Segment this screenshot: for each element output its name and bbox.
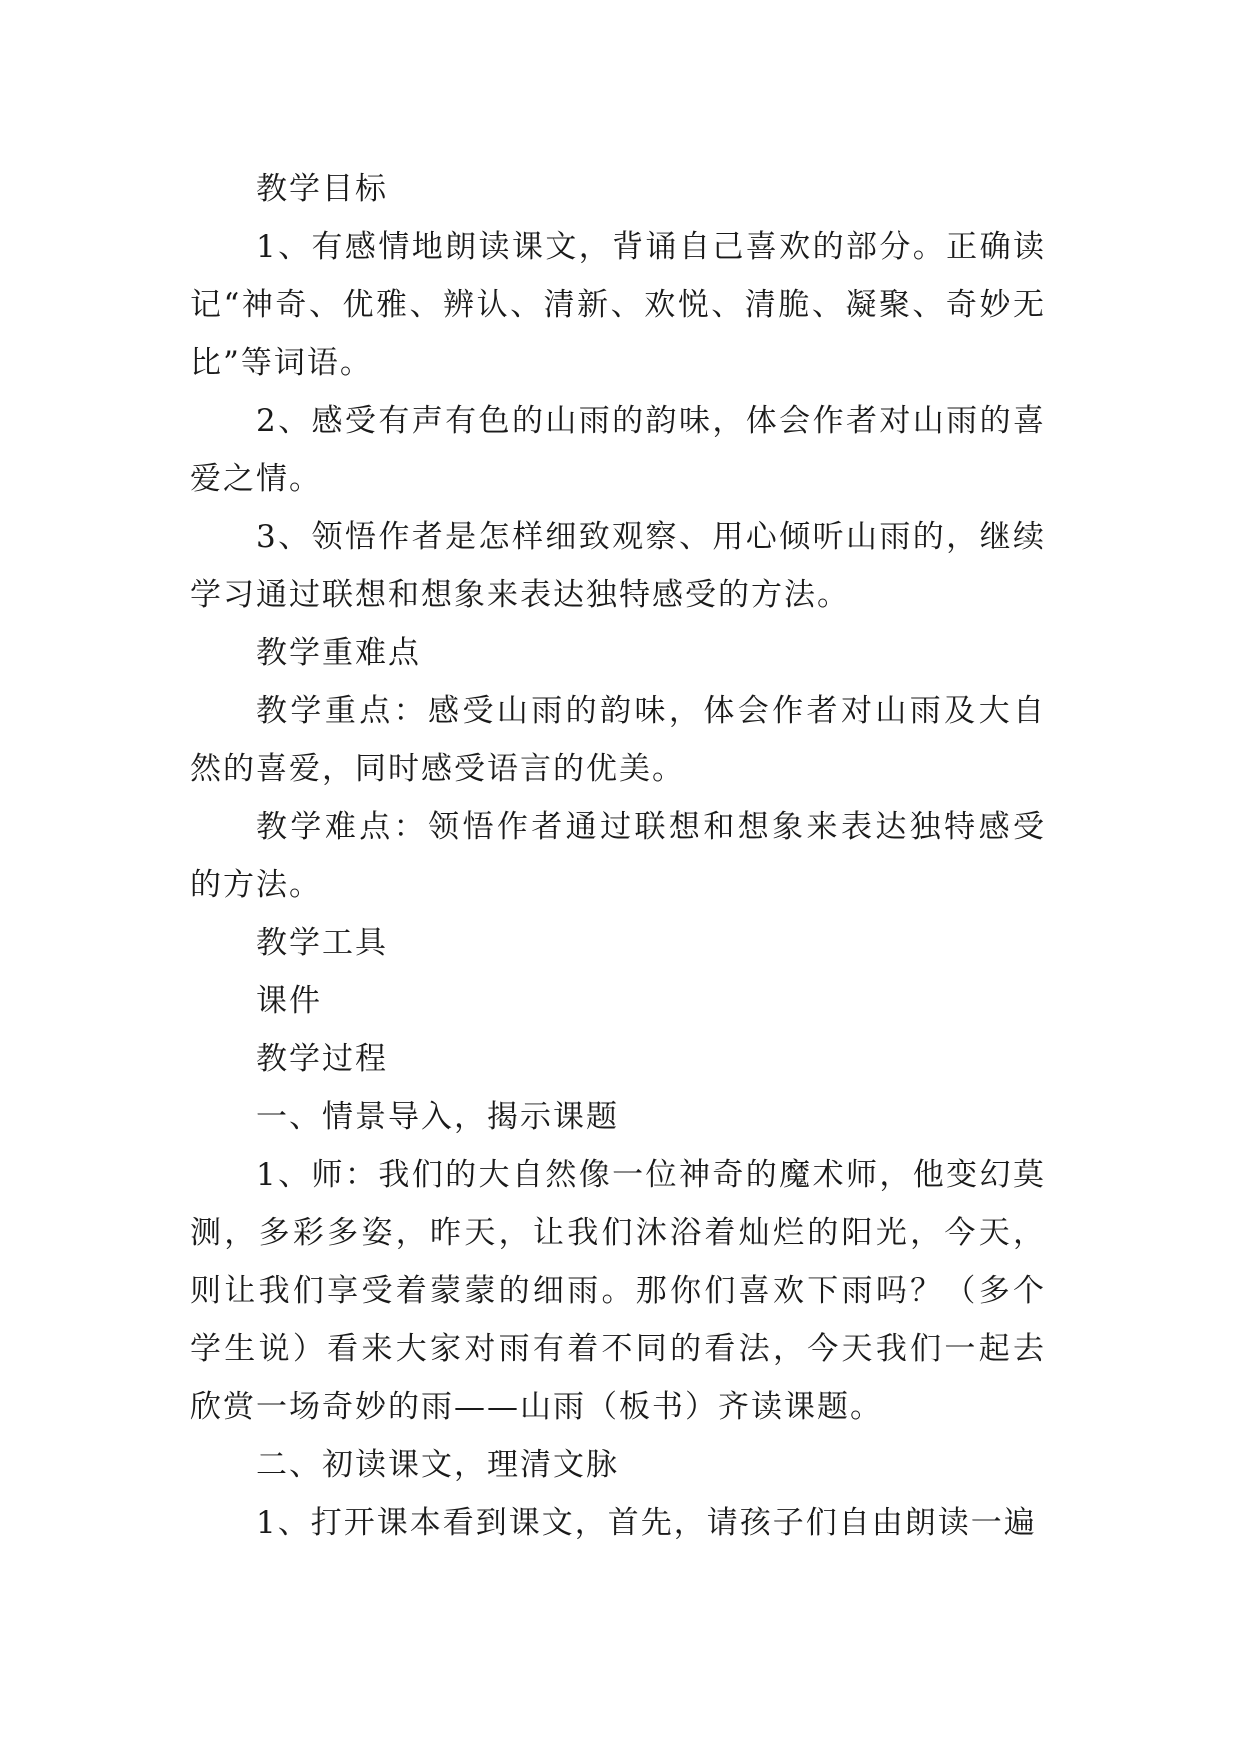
key-point: 教学重点：感受山雨的韵味，体会作者对山雨及大自然的喜爱，同时感受语言的优美。 [190, 693, 1046, 787]
document-body [190, 160, 1046, 1552]
heading-teaching-tools: 教学工具 [256, 925, 388, 961]
section-1-title: 一、情景导入，揭示课题 [256, 1099, 619, 1135]
section-2-step-1: 1、打开课本看到课文，首先，请孩子们自由朗读一遍 [256, 1505, 1037, 1541]
difficult-point: 教学难点：领悟作者通过联想和想象来表达独特感受的方法。 [190, 809, 1046, 903]
heading-teaching-objectives: 教学目标 [256, 171, 388, 207]
objective-2: 2、感受有声有色的山雨的韵味，体会作者对山雨的喜爱之情。 [190, 403, 1046, 497]
objective-1: 1、有感情地朗读课文，背诵自己喜欢的部分。正确读记“神奇、优雅、辨认、清新、欢悦、清脆、凝聚、奇妙无比”等词语。 [190, 229, 1046, 381]
tools-courseware: 课件 [256, 983, 322, 1019]
section-1-step-1: 1、师：我们的大自然像一位神奇的魔术师，他变幻莫测，多彩多姿，昨天，让我们沐浴着灿烂的阳光，今天，则让我们享受着蒙蒙的细雨。那你们喜欢下雨吗？（多个学生说）看来大家对雨有着不同的看法，今天我们一起去欣赏一场奇妙的雨——山雨（板书）齐读课题。 [190, 1157, 1046, 1425]
heading-key-difficult-points: 教学重难点 [256, 635, 421, 671]
objective-3: 3、领悟作者是怎样细致观察、用心倾听山雨的，继续学习通过联想和想象来表达独特感受的方法。 [190, 519, 1046, 613]
heading-teaching-process: 教学过程 [256, 1041, 388, 1077]
section-2-title: 二、初读课文，理清文脉 [256, 1447, 619, 1483]
